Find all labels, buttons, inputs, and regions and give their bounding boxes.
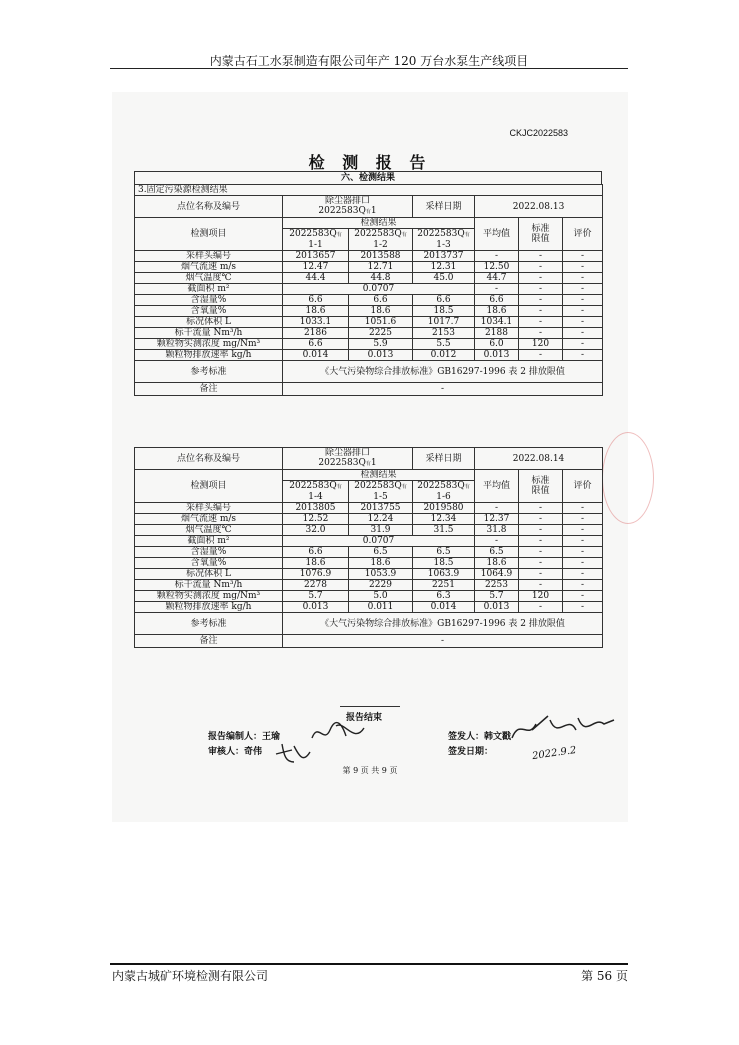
scanned-report-page [112, 92, 628, 822]
point-name-value [283, 196, 413, 218]
value-cell: 2186 [283, 328, 349, 339]
remark-value: - [283, 383, 603, 396]
evaluation-cell: - [563, 569, 603, 580]
point-name-label: 点位名称及编号 [135, 196, 283, 218]
evaluation-cell: - [563, 262, 603, 273]
sample-code: 2022583Q有 1-1 [283, 229, 349, 251]
table-row [135, 339, 603, 350]
value-cell: 12.47 [283, 262, 349, 273]
section-heading: 六、检测结果 [134, 171, 602, 185]
item-cell: 标干流量 Nm³/h [135, 580, 283, 591]
report-title: 检 测 报 告 [308, 153, 432, 172]
average-cell: 1064.9 [475, 569, 519, 580]
item-cell: 烟气温度℃ [135, 273, 283, 284]
value-cell: 2013737 [413, 251, 475, 262]
value-cell: 6.5 [413, 547, 475, 558]
item-cell: 烟气温度℃ [135, 525, 283, 536]
average-cell: 6.0 [475, 339, 519, 350]
sample-date-value: 2022.08.14 [475, 448, 603, 470]
item-cell: 颗粒物排放速率 kg/h [135, 350, 283, 361]
reference-value: 《大气污染物综合排放标准》GB16297-1996 表 2 排放限值 [283, 361, 603, 383]
table-row [135, 251, 603, 262]
reviewer-label: 审核人：奇伟 [208, 747, 263, 757]
limit-cell: - [519, 602, 563, 613]
evaluation-cell: - [563, 251, 603, 262]
value-cell: 18.6 [283, 558, 349, 569]
evaluation-cell: - [563, 602, 603, 613]
value-cell: 12.24 [349, 514, 413, 525]
table-row [135, 514, 603, 525]
limit-cell: - [519, 262, 563, 273]
report-code: CKJC2022583 [509, 128, 568, 138]
handwritten-issue-date: 2022.9.2 [531, 744, 578, 763]
value-cell: 12.71 [349, 262, 413, 273]
reference-label: 参考标准 [135, 613, 283, 635]
average-cell: 5.7 [475, 591, 519, 602]
point-code: 2022583Q有1 [318, 206, 377, 216]
value-cell: 18.6 [283, 306, 349, 317]
item-cell: 颗粒物排放速率 kg/h [135, 602, 283, 613]
detect-items-label: 检测项目 [135, 218, 283, 251]
report-end-label: 报告结束 [346, 713, 383, 723]
limit-cell: 120 [519, 591, 563, 602]
value-cell: 6.6 [283, 295, 349, 306]
value-cell: 5.0 [349, 591, 413, 602]
average-cell: - [475, 284, 519, 295]
average-cell: 44.7 [475, 273, 519, 284]
average-label: 平均值 [475, 470, 519, 503]
evaluation-cell: - [563, 536, 603, 547]
limit-cell: - [519, 580, 563, 591]
value-cell: 1053.9 [349, 569, 413, 580]
evaluation-cell: - [563, 591, 603, 602]
item-cell: 含湿量% [135, 547, 283, 558]
point-line1: 除尘器排口 [324, 196, 370, 206]
value-cell: 5.7 [283, 591, 349, 602]
average-cell: - [475, 536, 519, 547]
average-cell: 6.5 [475, 547, 519, 558]
report-end-rule [340, 706, 400, 707]
evaluation-cell: - [563, 514, 603, 525]
sample-date-label: 采样日期 [413, 448, 475, 470]
limit-cell: - [519, 536, 563, 547]
sample-date-value: 2022.08.13 [475, 196, 603, 218]
limit-cell: - [519, 306, 563, 317]
sample-date-label: 采样日期 [413, 196, 475, 218]
evaluation-cell: - [563, 558, 603, 569]
item-cell: 烟气流速 m/s [135, 514, 283, 525]
table-row [135, 569, 603, 580]
point-name-value [283, 448, 413, 470]
value-cell: 6.6 [283, 339, 349, 350]
table-row [135, 591, 603, 602]
issue-date-label: 签发日期： [448, 747, 494, 757]
average-cell: 1034.1 [475, 317, 519, 328]
results-table-1 [134, 184, 603, 396]
issuer-signature [508, 710, 618, 750]
table-row [135, 350, 603, 361]
reference-label: 参考标准 [135, 361, 283, 383]
sample-code: 2022583Q有 1-6 [413, 481, 475, 503]
value-cell: 12.34 [413, 514, 475, 525]
value-cell: 12.31 [413, 262, 475, 273]
page-header: 内蒙古石工水泵制造有限公司年产 120 万台水泵生产线项目 [209, 54, 529, 68]
table-row [135, 306, 603, 317]
reference-value: 《大气污染物综合排放标准》GB16297-1996 表 2 排放限值 [283, 613, 603, 635]
value-cell: 0.014 [283, 350, 349, 361]
average-cell: 31.8 [475, 525, 519, 536]
value-cell: 0.014 [413, 602, 475, 613]
footer-company: 内蒙古城矿环境检测有限公司 [112, 969, 269, 983]
average-cell: 2188 [475, 328, 519, 339]
scan-page-number: 第 9 页 共 9 页 [342, 766, 398, 775]
results-table-2 [134, 447, 603, 648]
value-cell: 18.6 [349, 306, 413, 317]
point-code: 2022583Q有1 [318, 458, 377, 468]
average-cell: 0.013 [475, 602, 519, 613]
value-cell: 45.0 [413, 273, 475, 284]
reference-row [135, 613, 603, 635]
value-cell: 5.5 [413, 339, 475, 350]
header-rule [110, 68, 628, 69]
item-cell: 含湿量% [135, 295, 283, 306]
limit-cell: - [519, 547, 563, 558]
value-cell: 31.9 [349, 525, 413, 536]
limit-cell: - [519, 569, 563, 580]
item-cell: 采样头编号 [135, 251, 283, 262]
value-cell: 0.011 [349, 602, 413, 613]
item-cell: 截面积 m² [135, 536, 283, 547]
value-cell: 18.5 [413, 558, 475, 569]
evaluation-cell: - [563, 339, 603, 350]
item-cell: 烟气流速 m/s [135, 262, 283, 273]
table-row [135, 273, 603, 284]
value-cell: 1051.6 [349, 317, 413, 328]
limit-cell: - [519, 525, 563, 536]
signature-area [112, 702, 628, 822]
average-cell: 2253 [475, 580, 519, 591]
average-cell: 0.013 [475, 350, 519, 361]
evaluation-cell: - [563, 328, 603, 339]
value-cell: 0.012 [413, 350, 475, 361]
point-name-label: 点位名称及编号 [135, 448, 283, 470]
point-line1: 除尘器排口 [324, 448, 370, 458]
detect-items-label: 检测项目 [135, 470, 283, 503]
value-cell: 12.52 [283, 514, 349, 525]
sample-code: 2022583Q有 1-2 [349, 229, 413, 251]
remark-row [135, 635, 603, 648]
evaluation-cell: - [563, 525, 603, 536]
value-cell: 2013588 [349, 251, 413, 262]
item-cell: 标况体积 L [135, 317, 283, 328]
value-cell: 1017.7 [413, 317, 475, 328]
limit-cell: - [519, 503, 563, 514]
remark-row [135, 383, 603, 396]
value-cell: 18.5 [413, 306, 475, 317]
item-cell: 颗粒物实测浓度 mg/Nm³ [135, 339, 283, 350]
limit-cell: - [519, 558, 563, 569]
seal-stamp-edge [602, 432, 654, 524]
average-cell: 12.50 [475, 262, 519, 273]
detect-results-label: 检测结果 [283, 470, 475, 481]
average-cell: - [475, 251, 519, 262]
compiler-signature [308, 718, 368, 748]
value-cell: 44.4 [283, 273, 349, 284]
value-cell: 31.5 [413, 525, 475, 536]
average-cell: 6.6 [475, 295, 519, 306]
merged-value-cell: 0.0707 [283, 284, 475, 295]
evaluation-cell: - [563, 317, 603, 328]
value-cell: 6.6 [283, 547, 349, 558]
evaluation-cell: - [563, 503, 603, 514]
value-cell: 1033.1 [283, 317, 349, 328]
table-row [135, 295, 603, 306]
remark-label: 备注 [135, 383, 283, 396]
item-cell: 截面积 m² [135, 284, 283, 295]
limit-cell: - [519, 251, 563, 262]
value-cell: 1063.9 [413, 569, 475, 580]
average-cell: 12.37 [475, 514, 519, 525]
table-row [135, 602, 603, 613]
standard-limit-label: 标准 限值 [519, 470, 563, 503]
value-cell: 0.013 [283, 602, 349, 613]
table-row [135, 262, 603, 273]
item-cell: 标况体积 L [135, 569, 283, 580]
reviewer-signature [274, 740, 314, 766]
limit-cell: - [519, 295, 563, 306]
table-row [135, 284, 603, 295]
header-row [135, 218, 603, 229]
value-cell: 6.6 [349, 295, 413, 306]
evaluation-cell: - [563, 284, 603, 295]
item-cell: 含氧量% [135, 558, 283, 569]
table-row [135, 525, 603, 536]
remark-value: - [283, 635, 603, 648]
average-cell: 18.6 [475, 306, 519, 317]
value-cell: 32.0 [283, 525, 349, 536]
item-cell: 颗粒物实测浓度 mg/Nm³ [135, 591, 283, 602]
sample-code: 2022583Q有 1-4 [283, 481, 349, 503]
average-cell: - [475, 503, 519, 514]
value-cell: 2278 [283, 580, 349, 591]
evaluation-label: 评价 [563, 218, 603, 251]
limit-cell: 120 [519, 339, 563, 350]
table-row [135, 536, 603, 547]
value-cell: 2013805 [283, 503, 349, 514]
value-cell: 6.5 [349, 547, 413, 558]
value-cell: 2019580 [413, 503, 475, 514]
table-row [135, 503, 603, 514]
item-cell: 采样头编号 [135, 503, 283, 514]
table-row [135, 547, 603, 558]
issuer-label: 签发人：韩文戳 [448, 732, 512, 742]
value-cell: 2251 [413, 580, 475, 591]
detect-results-label: 检测结果 [283, 218, 475, 229]
evaluation-cell: - [563, 306, 603, 317]
remark-label: 备注 [135, 635, 283, 648]
reference-row [135, 361, 603, 383]
limit-cell: - [519, 328, 563, 339]
value-cell: 2153 [413, 328, 475, 339]
value-cell: 44.8 [349, 273, 413, 284]
value-cell: 0.013 [349, 350, 413, 361]
table-row [135, 328, 603, 339]
average-label: 平均值 [475, 218, 519, 251]
evaluation-cell: - [563, 350, 603, 361]
table-row [135, 317, 603, 328]
limit-cell: - [519, 317, 563, 328]
limit-cell: - [519, 514, 563, 525]
value-cell: 2013657 [283, 251, 349, 262]
table-row [135, 558, 603, 569]
item-cell: 标干流量 Nm³/h [135, 328, 283, 339]
item-cell: 含氧量% [135, 306, 283, 317]
value-cell: 6.3 [413, 591, 475, 602]
evaluation-cell: - [563, 580, 603, 591]
evaluation-cell: - [563, 547, 603, 558]
sample-code: 2022583Q有 1-3 [413, 229, 475, 251]
evaluation-label: 评价 [563, 470, 603, 503]
subsection-title: 3.固定污染源检测结果 [135, 185, 603, 196]
point-row [135, 448, 603, 470]
limit-cell: - [519, 273, 563, 284]
average-cell: 18.6 [475, 558, 519, 569]
footer-page-number: 第 56 页 [581, 969, 628, 983]
limit-cell: - [519, 350, 563, 361]
table-row [135, 580, 603, 591]
sample-code: 2022583Q有 1-5 [349, 481, 413, 503]
point-row [135, 196, 603, 218]
value-cell: 1076.9 [283, 569, 349, 580]
value-cell: 2013755 [349, 503, 413, 514]
value-cell: 2229 [349, 580, 413, 591]
value-cell: 5.9 [349, 339, 413, 350]
limit-cell: - [519, 284, 563, 295]
value-cell: 2225 [349, 328, 413, 339]
value-cell: 6.6 [413, 295, 475, 306]
compiler-label: 报告编制人：王瑜 [208, 732, 281, 742]
value-cell: 18.6 [349, 558, 413, 569]
standard-limit-label: 标准 限值 [519, 218, 563, 251]
merged-value-cell: 0.0707 [283, 536, 475, 547]
footer-rule [110, 963, 628, 965]
header-row [135, 470, 603, 481]
evaluation-cell: - [563, 273, 603, 284]
evaluation-cell: - [563, 295, 603, 306]
